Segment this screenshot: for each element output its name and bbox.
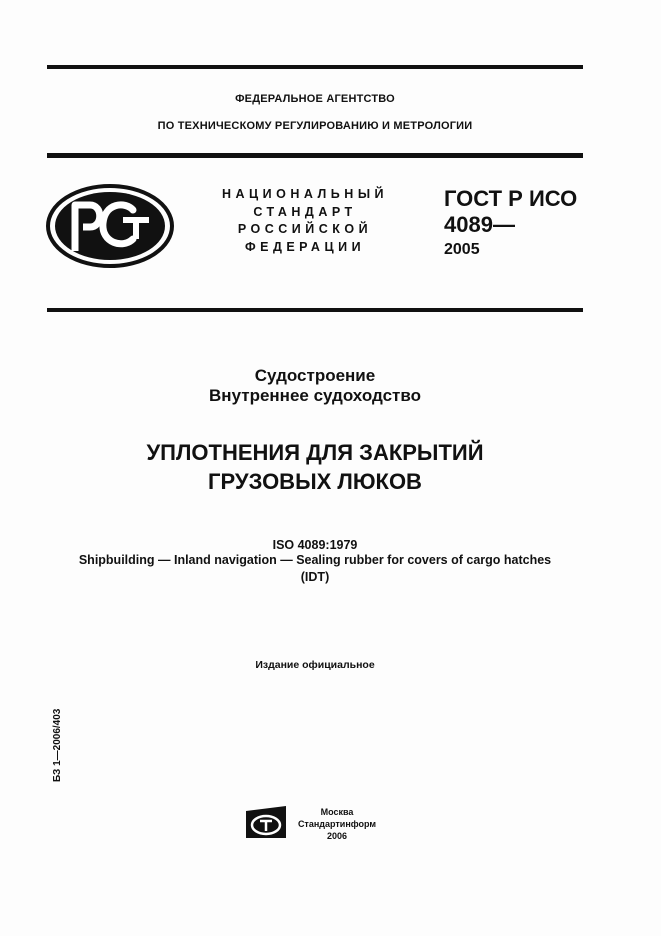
publisher-block bbox=[297, 806, 377, 842]
iso-reference: ISO 4089:1979 bbox=[272, 538, 358, 552]
title-block-rule bbox=[47, 308, 583, 312]
subject-line-1: Судостроение bbox=[254, 366, 376, 385]
designation-number: 4089— bbox=[444, 212, 515, 237]
standard-designation bbox=[444, 186, 577, 260]
iso-equivalence: (IDT) bbox=[300, 570, 330, 584]
publisher-city: Москва bbox=[320, 807, 354, 817]
iso-english-title: Shipbuilding — Inland navigation — Sealing rubber for covers of cargo hatches bbox=[78, 553, 552, 567]
standard-type-line-1: НАЦИОНАЛЬНЫЙ bbox=[221, 187, 389, 201]
document-title-line-1: УПЛОТНЕНИЯ ДЛЯ ЗАКРЫТИЙ bbox=[146, 440, 484, 465]
side-code: БЗ 1—2006/403 bbox=[52, 708, 63, 782]
publisher-name: Стандартинформ bbox=[297, 819, 377, 829]
header-rule bbox=[47, 153, 583, 158]
designation-year: 2005 bbox=[444, 241, 480, 258]
agency-line-2: ПО ТЕХНИЧЕСКОМУ РЕГУЛИРОВАНИЮ И МЕТРОЛОГИИ bbox=[157, 120, 473, 132]
publisher-year: 2006 bbox=[326, 831, 348, 841]
standard-type-line-3: РОССИЙСКОЙ bbox=[237, 222, 373, 236]
edition-note: Издание официальное bbox=[255, 659, 375, 671]
standard-type bbox=[205, 186, 405, 256]
standard-type-line-2: СТАНДАРТ bbox=[253, 204, 357, 219]
document-title-line-2: ГРУЗОВЫХ ЛЮКОВ bbox=[208, 469, 422, 494]
agency-line-1: ФЕДЕРАЛЬНОЕ АГЕНТСТВО bbox=[235, 93, 395, 105]
top-rule bbox=[47, 65, 583, 69]
rst-logo-icon bbox=[45, 183, 175, 269]
standard-type-line-4: ФЕДЕРАЦИИ bbox=[244, 239, 366, 254]
standartinform-logo-icon bbox=[245, 805, 287, 839]
subject-line-2: Внутреннее судоходство bbox=[209, 386, 421, 405]
designation-code: ГОСТ Р ИСО bbox=[444, 186, 578, 211]
